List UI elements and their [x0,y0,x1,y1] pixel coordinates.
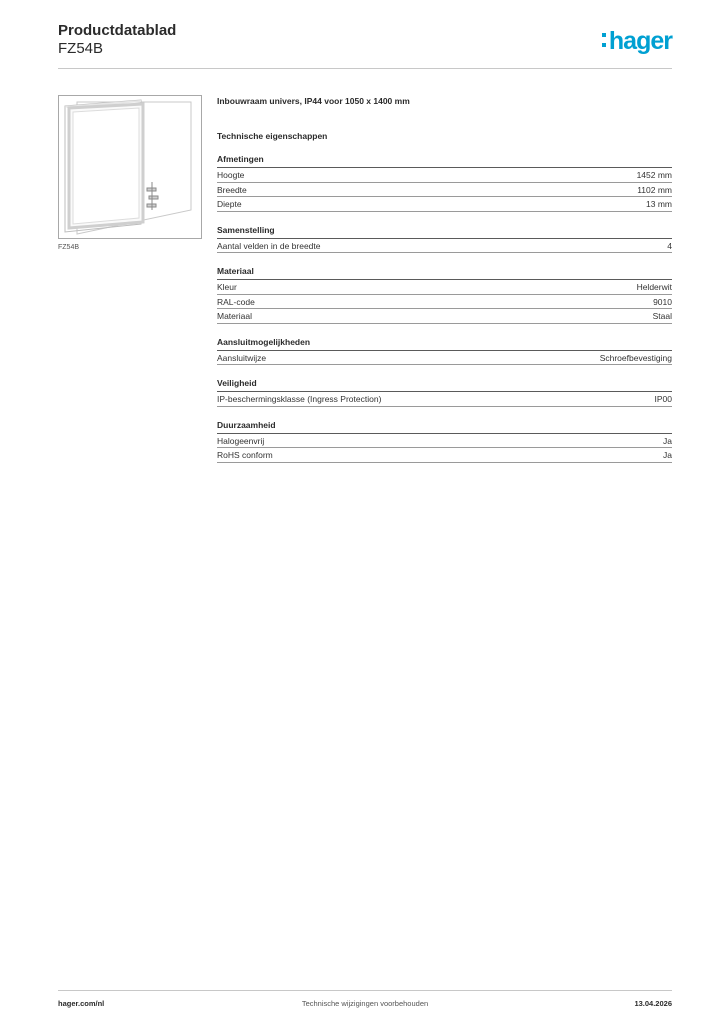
spec-label: RoHS conform [217,450,273,460]
spec-value: 9010 [653,296,672,307]
footer-website: hager.com/nl [58,999,105,1008]
spec-value: Staal [652,311,672,321]
product-description: Inbouwraam univers, IP44 voor 1050 x 1400 mm [217,96,410,106]
footer-notice: Technische wijzigingen voorbehouden [301,999,429,1008]
spec-content [217,96,672,463]
spec-value: 1452 mm [636,170,672,180]
spec-value: 4 [667,240,672,251]
spec-row [217,197,672,212]
section-title: Afmetingen [217,154,672,168]
spec-row [217,168,672,183]
spec-value: 1102 mm [637,184,672,195]
product-code: FZ54B [58,40,104,57]
spec-section [217,154,672,212]
spec-section [217,337,672,366]
document-title: Productdatablad [58,22,177,39]
section-title: Aansluitmogelijkheden [217,337,672,351]
spec-row [217,183,672,198]
spec-label: Diepte [217,199,242,209]
spec-value: Helderwit [636,282,672,292]
spec-value: Ja [663,435,672,446]
spec-value: IP00 [654,394,672,404]
spec-value: 13 mm [646,199,672,209]
spec-row [217,434,672,449]
spec-row [217,309,672,324]
page-footer [58,990,672,1011]
spec-row [217,239,672,254]
spec-label: Breedte [217,184,247,195]
spec-label: Materiaal [217,311,252,321]
section-title: Duurzaamheid [217,420,672,434]
spec-sections [217,154,672,463]
technical-properties-heading: Technische eigenschappen [217,131,328,141]
spec-value: Ja [663,450,672,460]
spec-value: Schroefbevestiging [599,352,672,363]
spec-label: Aansluitwijze [217,352,267,363]
section-title: Veiligheid [217,378,672,392]
logo-dots-icon [602,33,607,53]
logo-wordmark: hager [608,27,672,55]
spec-row [217,351,672,366]
spec-row [217,295,672,310]
image-caption: FZ54B [58,244,80,251]
spec-label: Kleur [217,282,237,292]
section-title: Materiaal [217,266,672,280]
spec-section [217,420,672,463]
footer-date: 13.04.2026 [634,999,672,1008]
spec-label: Halogeenvrij [217,435,265,446]
spec-section [217,378,672,407]
product-image [58,95,202,239]
spec-row [217,448,672,463]
spec-label: Aantal velden in de breedte [217,240,321,251]
page-header [58,20,672,69]
hager-logo [602,28,672,54]
spec-row [217,280,672,295]
spec-label: IP-beschermingsklasse (Ingress Protection) [217,394,382,404]
spec-row [217,392,672,407]
spec-label: RAL-code [217,296,255,307]
spec-section [217,266,672,324]
spec-label: Hoogte [217,170,245,180]
spec-section [217,225,672,254]
section-title: Samenstelling [217,225,672,239]
